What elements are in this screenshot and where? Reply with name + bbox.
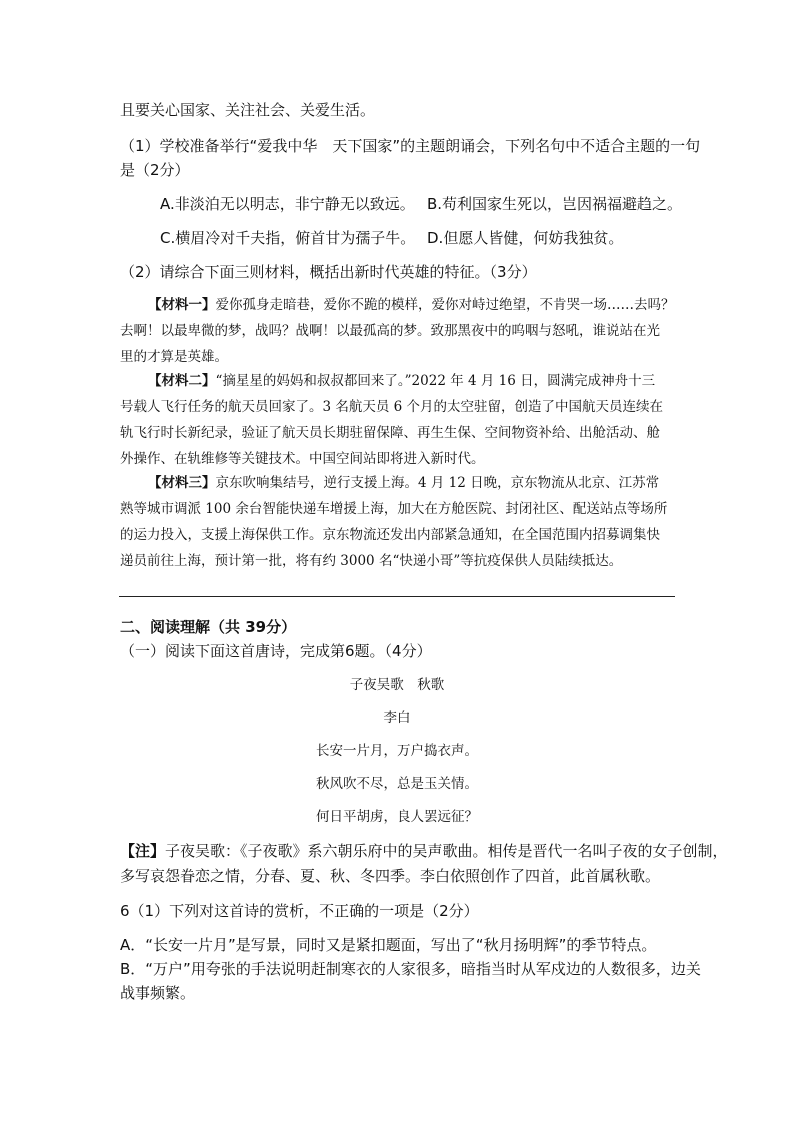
option-c: C.横眉冷对千夫指，俯首甘为孺子牛。 bbox=[160, 229, 416, 247]
poem-title: 子夜吴歌 秋歌 bbox=[349, 677, 445, 693]
part-1-instruction: （一）阅读下面这首唐诗，完成第6题。（4分） bbox=[120, 642, 432, 660]
q5-sub2: （2）请综合下面三则材料，概括出新时代英雄的特征。（3分） bbox=[120, 263, 537, 281]
material-3-line1 bbox=[148, 473, 659, 493]
note-line-2: 多写哀怨眷恋之情，分春、夏、秋、冬四季。李白依照创作了四首，此首属秋歌。 bbox=[120, 867, 661, 885]
section-2-heading: 二、阅读理解（共 39分） bbox=[120, 618, 297, 636]
poem-line-2: 秋风吹不尽，总是玉关情。 bbox=[316, 776, 478, 792]
question-6-option-a: A．“长安一片月”是写景，同时又是紧扣题面，写出了“秋月扬明辉”的季节特点。 bbox=[120, 936, 657, 954]
material-3-text: 京东吹响集结号，逆行支援上海。4 月 12 日晚，京东物流从北京、江苏常 bbox=[215, 475, 660, 491]
material-2-line1 bbox=[148, 371, 655, 391]
section-divider bbox=[119, 596, 675, 597]
note-line-1 bbox=[120, 841, 728, 861]
q5-sub1-line2: 是（2分） bbox=[120, 161, 190, 179]
material-1-tag: 【材料一】 bbox=[148, 297, 216, 313]
note-text: 子夜吴歌：《子夜歌》系六朝乐府中的吴声歌曲。相传是晋代一名叫子夜的女子创制， bbox=[165, 842, 728, 860]
poem-line-1: 长安一片月，万户捣衣声。 bbox=[316, 743, 478, 759]
material-3-line3: 的运力投入，支援上海保供工作。京东物流还发出内部紧急通知，在全国范围内招募调集快 bbox=[120, 527, 660, 543]
option-b: B.苟利国家生死以，岂因祸福避趋之。 bbox=[427, 195, 683, 213]
poem-author: 李白 bbox=[383, 710, 411, 726]
q5-intro: 且要关心国家、关注社会、关爱生活。 bbox=[120, 101, 376, 119]
note-tag: 【注】 bbox=[120, 842, 166, 860]
option-a: A.非淡泊无以明志，非宁静无以致远。 bbox=[160, 195, 415, 213]
material-1-text: 爱你孤身走暗巷，爱你不跪的模样，爱你对峙过绝望，不肯哭一场……去吗？ bbox=[215, 297, 675, 313]
material-2-line2: 号载人飞行任务的航天员回家了。3 名航天员 6 个月的太空驻留，创造了中国航天员连续在 bbox=[120, 399, 664, 415]
material-2-line3: 轨飞行时长新纪录，验证了航天员长期驻留保障、再生生保、空间物资补给、出舱活动、舱 bbox=[120, 425, 660, 441]
material-3-line2: 熟等城市调派 100 余台智能快递车增援上海，加大在方舱医院、封闭社区、配送站点等场所 bbox=[120, 501, 668, 517]
material-2-line4: 外操作、在轨维修等关键技术。中国空间站即将进入新时代。 bbox=[120, 451, 485, 467]
option-d: D.但愿人皆健，何妨我独贫。 bbox=[427, 229, 624, 247]
poem-line-3: 何日平胡虏，良人罢远征？ bbox=[316, 809, 478, 825]
question-6-option-b-line2: 战事频繁。 bbox=[120, 984, 196, 1002]
material-2-text: “摘星星的妈妈和叔叔都回来了。”2022 年 4 月 16 日，圆满完成神舟十三 bbox=[215, 373, 656, 389]
material-3-tag: 【材料三】 bbox=[148, 475, 216, 491]
material-1-line1 bbox=[148, 295, 675, 315]
question-6-option-b-line1: B．“万户”用夸张的手法说明赶制寒衣的人家很多，暗指当时从军戍边的人数很多，边关 bbox=[120, 960, 701, 978]
material-1-line3: 里的才算是英雄。 bbox=[120, 349, 228, 365]
material-1-line2: 去啊！以最卑微的梦，战吗？战啊！以最孤高的梦。致那黑夜中的呜咽与怒吼，谁说站在光 bbox=[120, 323, 660, 339]
q5-sub1-line1: （1）学校准备举行“爱我中华 天下国家”的主题朗诵会，下列名句中不适合主题的一句 bbox=[120, 137, 701, 155]
question-6-stem: 6（1）下列对这首诗的赏析，不正确的一项是（2分） bbox=[120, 902, 479, 920]
material-3-line4: 递员前往上海，预计第一批，将有约 3000 名“快递小哥”等抗疫保供人员陆续抵达。 bbox=[120, 553, 623, 569]
material-2-tag: 【材料二】 bbox=[148, 373, 216, 389]
